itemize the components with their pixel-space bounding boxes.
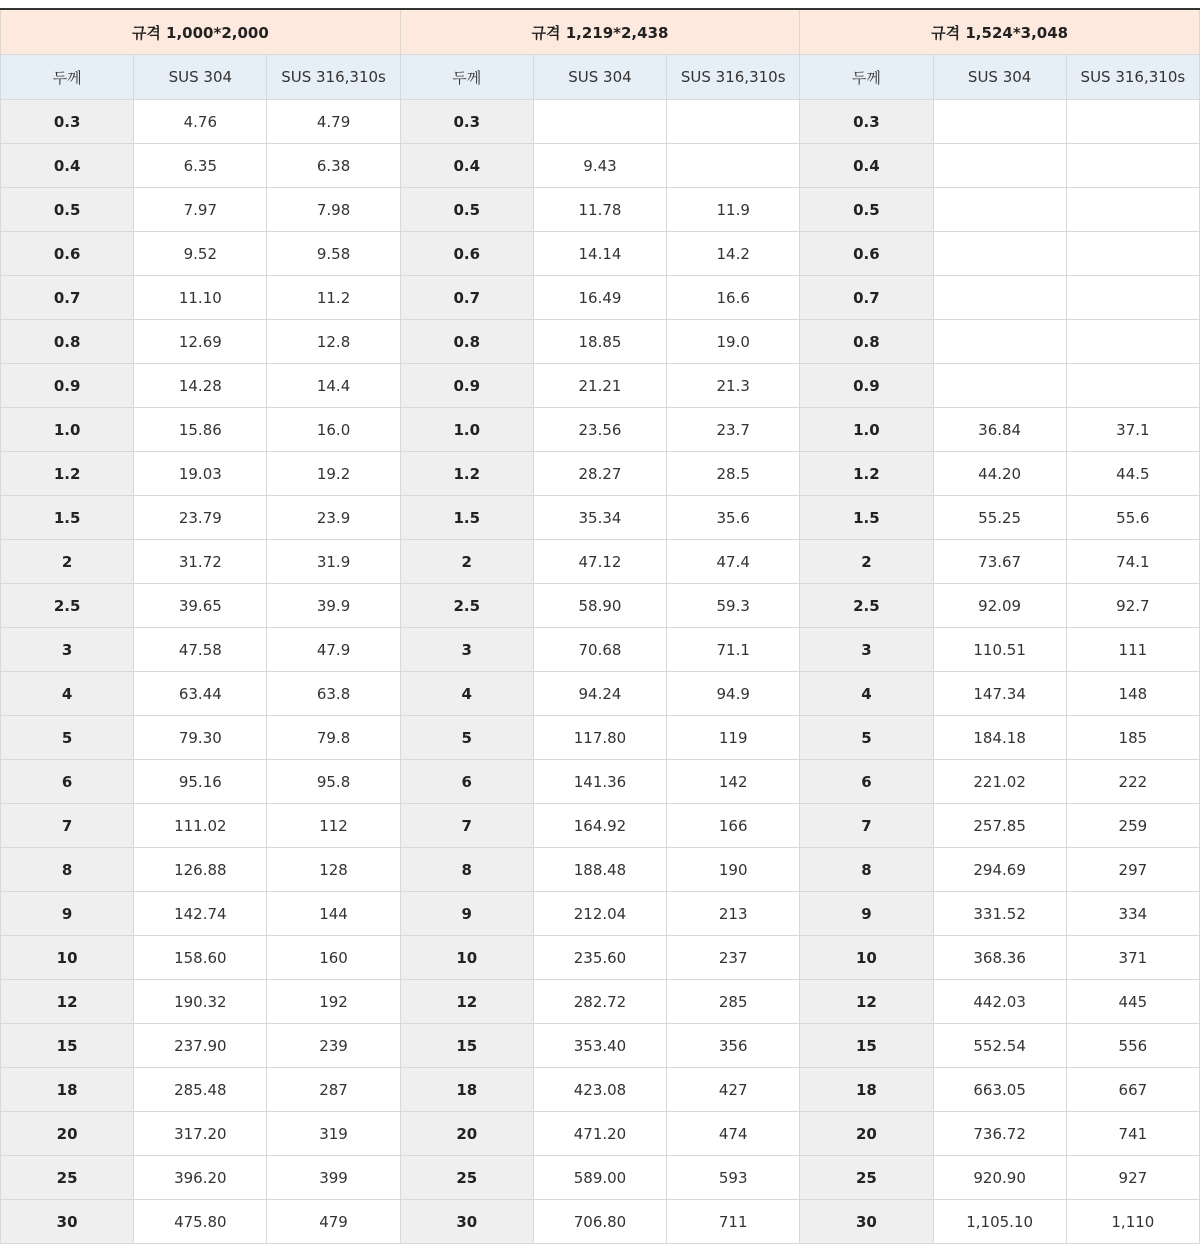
sus316-weight-cell: 1,110 (1066, 1200, 1199, 1244)
thickness-cell: 2.5 (800, 584, 933, 628)
sus304-weight-cell: 21.21 (533, 364, 666, 408)
thickness-cell: 6 (400, 760, 533, 804)
thickness-cell: 9 (800, 892, 933, 936)
thickness-cell: 20 (400, 1112, 533, 1156)
sus316-weight-cell: 399 (267, 1156, 400, 1200)
group-header: 규격 1,000*2,000 (1, 9, 401, 55)
sus304-weight-cell: 317.20 (134, 1112, 267, 1156)
sus316-weight-cell (667, 100, 800, 144)
sus316-weight-cell: 190 (667, 848, 800, 892)
sus304-weight-cell: 9.52 (134, 232, 267, 276)
table-row (1, 672, 1200, 716)
table-row (1, 320, 1200, 364)
sus304-weight-cell: 63.44 (134, 672, 267, 716)
table-row (1, 452, 1200, 496)
thickness-cell: 25 (1, 1156, 134, 1200)
sus316-weight-cell (1066, 276, 1199, 320)
sus304-weight-cell: 368.36 (933, 936, 1066, 980)
table-row (1, 276, 1200, 320)
table-row (1, 892, 1200, 936)
sus304-weight-cell: 164.92 (533, 804, 666, 848)
column-header-thickness: 두께 (1, 55, 134, 100)
group-header-row (1, 9, 1200, 55)
thickness-cell: 4 (400, 672, 533, 716)
table-row (1, 408, 1200, 452)
table-row (1, 848, 1200, 892)
column-header-sus316: SUS 316,310s (667, 55, 800, 100)
thickness-cell: 7 (800, 804, 933, 848)
column-header-sus304: SUS 304 (933, 55, 1066, 100)
sus304-weight-cell: 423.08 (533, 1068, 666, 1112)
column-header-sus304: SUS 304 (533, 55, 666, 100)
sus316-weight-cell: 160 (267, 936, 400, 980)
sus316-weight-cell (1066, 144, 1199, 188)
thickness-cell: 8 (800, 848, 933, 892)
sus316-weight-cell: 95.8 (267, 760, 400, 804)
thickness-cell: 5 (1, 716, 134, 760)
sus304-weight-cell: 36.84 (933, 408, 1066, 452)
sus304-weight-cell: 221.02 (933, 760, 1066, 804)
sus316-weight-cell: 47.4 (667, 540, 800, 584)
thickness-cell: 12 (400, 980, 533, 1024)
sus304-weight-cell: 16.49 (533, 276, 666, 320)
sus316-weight-cell (1066, 188, 1199, 232)
thickness-cell: 15 (1, 1024, 134, 1068)
sus316-weight-cell: 667 (1066, 1068, 1199, 1112)
sus304-weight-cell: 95.16 (134, 760, 267, 804)
sus304-weight-cell: 14.14 (533, 232, 666, 276)
sus316-weight-cell (1066, 320, 1199, 364)
sus304-weight-cell: 47.58 (134, 628, 267, 672)
sus316-weight-cell: 297 (1066, 848, 1199, 892)
table-row (1, 1112, 1200, 1156)
sus304-weight-cell: 11.10 (134, 276, 267, 320)
sus316-weight-cell: 319 (267, 1112, 400, 1156)
sus304-weight-cell: 79.30 (134, 716, 267, 760)
table-row (1, 364, 1200, 408)
thickness-cell: 1.5 (1, 496, 134, 540)
sus316-weight-cell: 59.3 (667, 584, 800, 628)
sus316-weight-cell (667, 144, 800, 188)
sus304-weight-cell (933, 100, 1066, 144)
sus304-weight-cell: 92.09 (933, 584, 1066, 628)
sus316-weight-cell: 37.1 (1066, 408, 1199, 452)
column-header-sus304: SUS 304 (134, 55, 267, 100)
sus304-weight-cell: 14.28 (134, 364, 267, 408)
thickness-cell: 0.6 (1, 232, 134, 276)
sus316-weight-cell: 16.0 (267, 408, 400, 452)
sus304-weight-cell: 111.02 (134, 804, 267, 848)
thickness-cell: 20 (800, 1112, 933, 1156)
sus304-weight-cell (933, 232, 1066, 276)
sus304-weight-cell: 920.90 (933, 1156, 1066, 1200)
sus316-weight-cell: 479 (267, 1200, 400, 1244)
thickness-cell: 1.0 (400, 408, 533, 452)
sus316-weight-cell: 71.1 (667, 628, 800, 672)
thickness-cell: 2 (400, 540, 533, 584)
sus304-weight-cell (933, 320, 1066, 364)
sus304-weight-cell: 706.80 (533, 1200, 666, 1244)
sus316-weight-cell: 192 (267, 980, 400, 1024)
group-header: 규격 1,219*2,438 (400, 9, 800, 55)
thickness-cell: 10 (800, 936, 933, 980)
sus316-weight-cell: 593 (667, 1156, 800, 1200)
thickness-cell: 3 (800, 628, 933, 672)
sus304-weight-cell (933, 276, 1066, 320)
thickness-cell: 0.6 (800, 232, 933, 276)
table-row (1, 628, 1200, 672)
sus304-weight-cell: 55.25 (933, 496, 1066, 540)
sus316-weight-cell: 474 (667, 1112, 800, 1156)
sus316-weight-cell: 711 (667, 1200, 800, 1244)
sus316-weight-cell: 28.5 (667, 452, 800, 496)
table-row (1, 1068, 1200, 1112)
weight-spec-table (0, 8, 1200, 1244)
sus304-weight-cell: 552.54 (933, 1024, 1066, 1068)
sus304-weight-cell: 282.72 (533, 980, 666, 1024)
thickness-cell: 1.5 (400, 496, 533, 540)
thickness-cell: 18 (1, 1068, 134, 1112)
sus316-weight-cell: 213 (667, 892, 800, 936)
table-row (1, 936, 1200, 980)
sus316-weight-cell: 222 (1066, 760, 1199, 804)
sus316-weight-cell: 94.9 (667, 672, 800, 716)
sus304-weight-cell: 11.78 (533, 188, 666, 232)
column-header-sus316: SUS 316,310s (267, 55, 400, 100)
sus304-weight-cell: 475.80 (134, 1200, 267, 1244)
sus316-weight-cell: 23.7 (667, 408, 800, 452)
thickness-cell: 0.5 (400, 188, 533, 232)
sus316-weight-cell: 371 (1066, 936, 1199, 980)
table-row (1, 540, 1200, 584)
sus316-weight-cell: 11.2 (267, 276, 400, 320)
sus316-weight-cell: 445 (1066, 980, 1199, 1024)
sus316-weight-cell: 4.79 (267, 100, 400, 144)
thickness-cell: 1.0 (1, 408, 134, 452)
column-header-thickness: 두께 (800, 55, 933, 100)
thickness-cell: 12 (800, 980, 933, 1024)
column-header-sus316: SUS 316,310s (1066, 55, 1199, 100)
sus304-weight-cell: 237.90 (134, 1024, 267, 1068)
sus316-weight-cell: 19.0 (667, 320, 800, 364)
sus316-weight-cell: 148 (1066, 672, 1199, 716)
sus304-weight-cell: 142.74 (134, 892, 267, 936)
thickness-cell: 1.5 (800, 496, 933, 540)
sus304-weight-cell: 35.34 (533, 496, 666, 540)
sus304-weight-cell: 1,105.10 (933, 1200, 1066, 1244)
sus316-weight-cell: 112 (267, 804, 400, 848)
table-row (1, 144, 1200, 188)
thickness-cell: 25 (800, 1156, 933, 1200)
sus304-weight-cell: 94.24 (533, 672, 666, 716)
table-row (1, 496, 1200, 540)
thickness-cell: 1.2 (800, 452, 933, 496)
sus304-weight-cell: 294.69 (933, 848, 1066, 892)
sus304-weight-cell: 663.05 (933, 1068, 1066, 1112)
thickness-cell: 1.2 (400, 452, 533, 496)
table-row (1, 188, 1200, 232)
sus316-weight-cell: 334 (1066, 892, 1199, 936)
thickness-cell: 30 (400, 1200, 533, 1244)
thickness-cell: 5 (400, 716, 533, 760)
sus304-weight-cell: 212.04 (533, 892, 666, 936)
thickness-cell: 4 (1, 672, 134, 716)
sus304-weight-cell: 184.18 (933, 716, 1066, 760)
group-header: 규격 1,524*3,048 (800, 9, 1200, 55)
thickness-cell: 1.0 (800, 408, 933, 452)
sus316-weight-cell: 356 (667, 1024, 800, 1068)
thickness-cell: 0.3 (1, 100, 134, 144)
table-row (1, 232, 1200, 276)
sus316-weight-cell: 44.5 (1066, 452, 1199, 496)
thickness-cell: 0.7 (1, 276, 134, 320)
sus316-weight-cell: 128 (267, 848, 400, 892)
sus316-weight-cell: 427 (667, 1068, 800, 1112)
sus316-weight-cell: 79.8 (267, 716, 400, 760)
sus304-weight-cell: 19.03 (134, 452, 267, 496)
sus316-weight-cell: 556 (1066, 1024, 1199, 1068)
table-row (1, 1200, 1200, 1244)
thickness-cell: 8 (400, 848, 533, 892)
sus316-weight-cell: 239 (267, 1024, 400, 1068)
table-row (1, 100, 1200, 144)
sus316-weight-cell: 47.9 (267, 628, 400, 672)
thickness-cell: 0.4 (800, 144, 933, 188)
sus304-weight-cell (533, 100, 666, 144)
sus304-weight-cell: 31.72 (134, 540, 267, 584)
column-header-row (1, 55, 1200, 100)
sus304-weight-cell: 9.43 (533, 144, 666, 188)
thickness-cell: 12 (1, 980, 134, 1024)
thickness-cell: 0.7 (400, 276, 533, 320)
thickness-cell: 15 (800, 1024, 933, 1068)
sus304-weight-cell: 331.52 (933, 892, 1066, 936)
thickness-cell: 0.3 (800, 100, 933, 144)
thickness-cell: 0.4 (400, 144, 533, 188)
thickness-cell: 8 (1, 848, 134, 892)
table-row (1, 716, 1200, 760)
sus304-weight-cell: 188.48 (533, 848, 666, 892)
sus304-weight-cell: 47.12 (533, 540, 666, 584)
thickness-cell: 30 (1, 1200, 134, 1244)
thickness-cell: 20 (1, 1112, 134, 1156)
table-row (1, 584, 1200, 628)
sus304-weight-cell: 15.86 (134, 408, 267, 452)
sus316-weight-cell: 144 (267, 892, 400, 936)
sus316-weight-cell: 12.8 (267, 320, 400, 364)
sus316-weight-cell: 23.9 (267, 496, 400, 540)
sus316-weight-cell (1066, 364, 1199, 408)
thickness-cell: 0.6 (400, 232, 533, 276)
table-row (1, 1156, 1200, 1200)
sus316-weight-cell: 63.8 (267, 672, 400, 716)
sus316-weight-cell: 237 (667, 936, 800, 980)
sus304-weight-cell: 23.56 (533, 408, 666, 452)
table-body (1, 100, 1200, 1244)
thickness-cell: 2.5 (1, 584, 134, 628)
sus316-weight-cell: 92.7 (1066, 584, 1199, 628)
thickness-cell: 9 (400, 892, 533, 936)
sus304-weight-cell: 396.20 (134, 1156, 267, 1200)
sus304-weight-cell: 12.69 (134, 320, 267, 364)
table-row (1, 760, 1200, 804)
sus316-weight-cell: 35.6 (667, 496, 800, 540)
sus316-weight-cell: 119 (667, 716, 800, 760)
column-header-thickness: 두께 (400, 55, 533, 100)
sus304-weight-cell: 73.67 (933, 540, 1066, 584)
sus304-weight-cell: 126.88 (134, 848, 267, 892)
thickness-cell: 0.9 (1, 364, 134, 408)
thickness-cell: 2 (800, 540, 933, 584)
sus316-weight-cell: 11.9 (667, 188, 800, 232)
thickness-cell: 10 (400, 936, 533, 980)
thickness-cell: 0.3 (400, 100, 533, 144)
sus304-weight-cell: 39.65 (134, 584, 267, 628)
thickness-cell: 18 (400, 1068, 533, 1112)
sus316-weight-cell: 14.2 (667, 232, 800, 276)
thickness-cell: 0.9 (800, 364, 933, 408)
sus304-weight-cell: 4.76 (134, 100, 267, 144)
sus316-weight-cell: 111 (1066, 628, 1199, 672)
thickness-cell: 9 (1, 892, 134, 936)
thickness-cell: 3 (1, 628, 134, 672)
sus304-weight-cell: 23.79 (134, 496, 267, 540)
thickness-cell: 0.9 (400, 364, 533, 408)
sus316-weight-cell: 31.9 (267, 540, 400, 584)
thickness-cell: 4 (800, 672, 933, 716)
sus304-weight-cell: 117.80 (533, 716, 666, 760)
sus316-weight-cell: 7.98 (267, 188, 400, 232)
sus304-weight-cell: 70.68 (533, 628, 666, 672)
sus316-weight-cell: 55.6 (1066, 496, 1199, 540)
thickness-cell: 7 (1, 804, 134, 848)
table-row (1, 980, 1200, 1024)
sus316-weight-cell: 287 (267, 1068, 400, 1112)
thickness-cell: 30 (800, 1200, 933, 1244)
sus316-weight-cell: 166 (667, 804, 800, 848)
sus316-weight-cell: 16.6 (667, 276, 800, 320)
sus316-weight-cell: 39.9 (267, 584, 400, 628)
sus304-weight-cell: 353.40 (533, 1024, 666, 1068)
sus304-weight-cell (933, 144, 1066, 188)
sus316-weight-cell: 259 (1066, 804, 1199, 848)
thickness-cell: 0.5 (800, 188, 933, 232)
sus304-weight-cell: 28.27 (533, 452, 666, 496)
thickness-cell: 6 (1, 760, 134, 804)
sus316-weight-cell: 6.38 (267, 144, 400, 188)
thickness-cell: 0.8 (1, 320, 134, 364)
sus304-weight-cell: 442.03 (933, 980, 1066, 1024)
sus304-weight-cell: 141.36 (533, 760, 666, 804)
thickness-cell: 18 (800, 1068, 933, 1112)
thickness-cell: 3 (400, 628, 533, 672)
sus304-weight-cell: 110.51 (933, 628, 1066, 672)
sus304-weight-cell: 158.60 (134, 936, 267, 980)
thickness-cell: 7 (400, 804, 533, 848)
table-row (1, 1024, 1200, 1068)
sus316-weight-cell: 74.1 (1066, 540, 1199, 584)
sus304-weight-cell: 147.34 (933, 672, 1066, 716)
thickness-cell: 0.5 (1, 188, 134, 232)
thickness-cell: 15 (400, 1024, 533, 1068)
thickness-cell: 25 (400, 1156, 533, 1200)
thickness-cell: 5 (800, 716, 933, 760)
sus304-weight-cell: 18.85 (533, 320, 666, 364)
sus304-weight-cell: 257.85 (933, 804, 1066, 848)
table-row (1, 804, 1200, 848)
sus316-weight-cell: 741 (1066, 1112, 1199, 1156)
sus304-weight-cell: 235.60 (533, 936, 666, 980)
sus304-weight-cell: 7.97 (134, 188, 267, 232)
sus304-weight-cell (933, 364, 1066, 408)
sus304-weight-cell: 44.20 (933, 452, 1066, 496)
sus316-weight-cell: 9.58 (267, 232, 400, 276)
sus316-weight-cell: 185 (1066, 716, 1199, 760)
sus316-weight-cell: 142 (667, 760, 800, 804)
thickness-cell: 0.4 (1, 144, 134, 188)
sus304-weight-cell: 285.48 (134, 1068, 267, 1112)
thickness-cell: 0.8 (800, 320, 933, 364)
sus304-weight-cell: 471.20 (533, 1112, 666, 1156)
thickness-cell: 6 (800, 760, 933, 804)
thickness-cell: 2.5 (400, 584, 533, 628)
thickness-cell: 0.8 (400, 320, 533, 364)
sus304-weight-cell: 6.35 (134, 144, 267, 188)
sus316-weight-cell (1066, 100, 1199, 144)
thickness-cell: 1.2 (1, 452, 134, 496)
sus316-weight-cell: 285 (667, 980, 800, 1024)
sus316-weight-cell (1066, 232, 1199, 276)
sus304-weight-cell: 736.72 (933, 1112, 1066, 1156)
sus316-weight-cell: 21.3 (667, 364, 800, 408)
thickness-cell: 0.7 (800, 276, 933, 320)
sus304-weight-cell (933, 188, 1066, 232)
sus304-weight-cell: 589.00 (533, 1156, 666, 1200)
thickness-cell: 2 (1, 540, 134, 584)
sus316-weight-cell: 14.4 (267, 364, 400, 408)
sus304-weight-cell: 58.90 (533, 584, 666, 628)
sus316-weight-cell: 927 (1066, 1156, 1199, 1200)
sus304-weight-cell: 190.32 (134, 980, 267, 1024)
thickness-cell: 10 (1, 936, 134, 980)
sus316-weight-cell: 19.2 (267, 452, 400, 496)
